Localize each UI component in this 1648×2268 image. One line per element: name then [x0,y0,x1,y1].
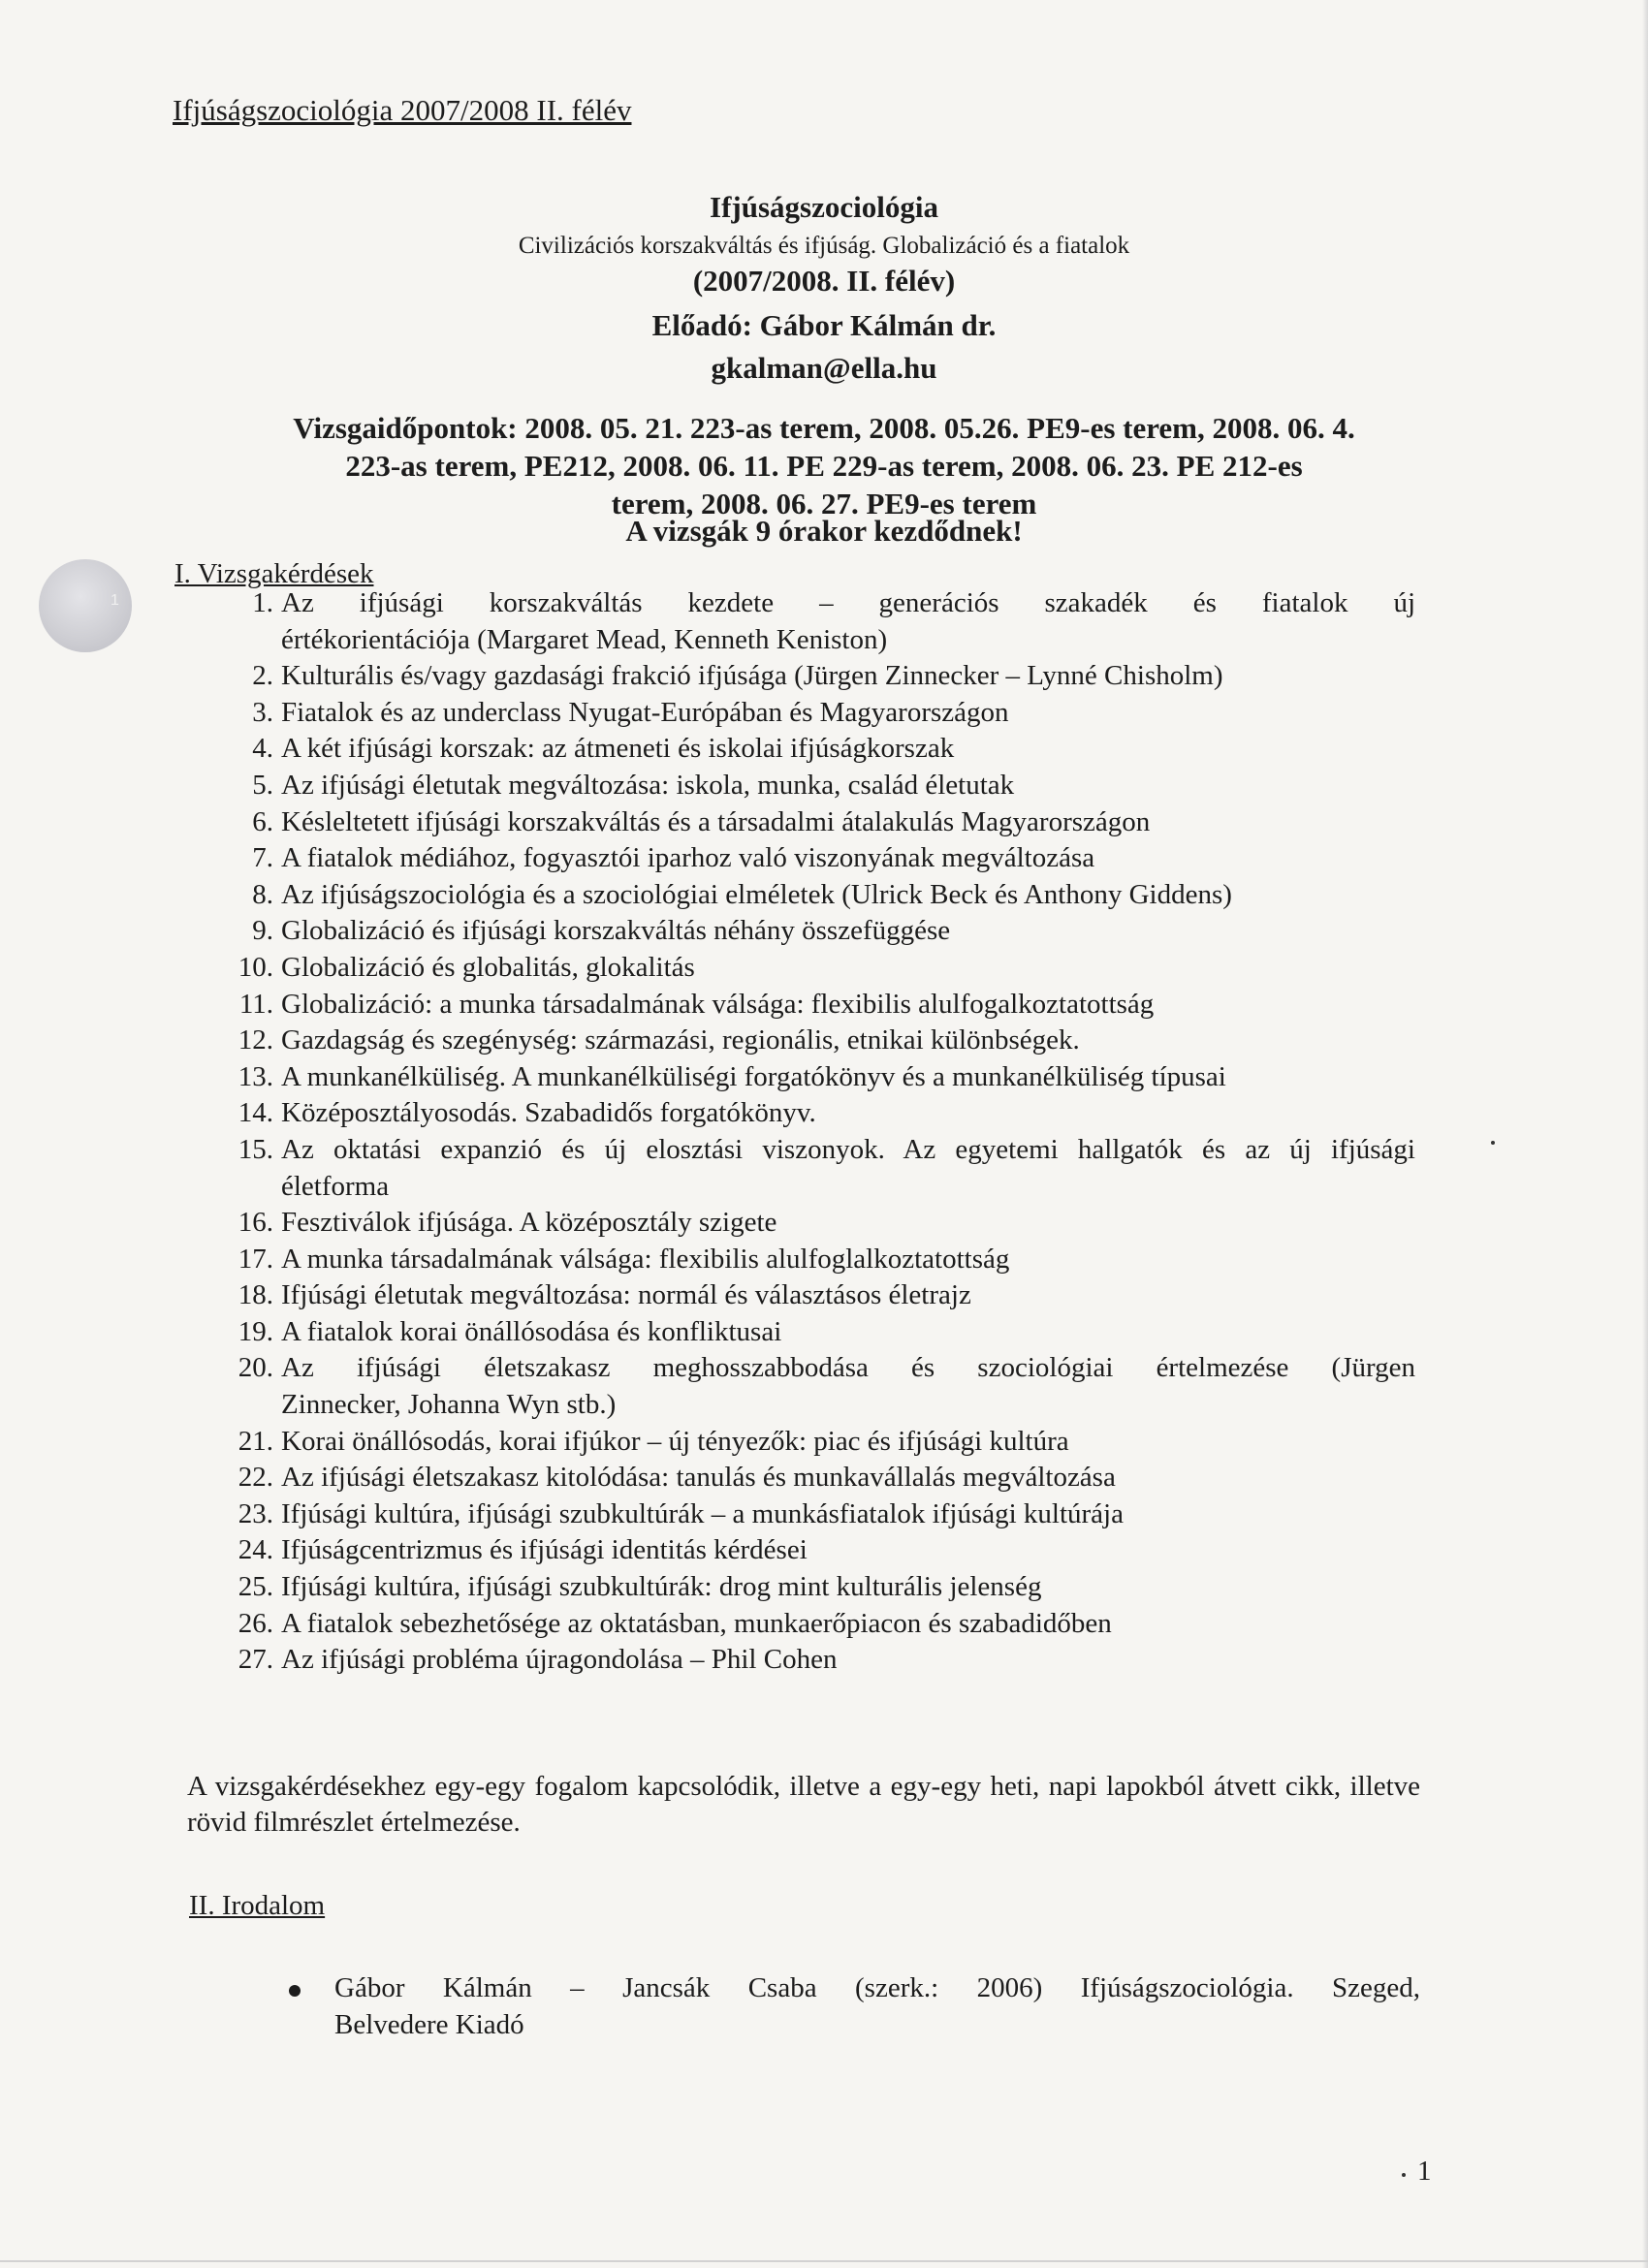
question-text: Ifjúsági kultúra, ifjúsági szubkultúrák – a munkásfiatalok ifjúsági kultúrája [281,1497,1124,1529]
exam-question [223,1059,1415,1096]
scan-speck [1402,2173,1406,2177]
question-text: A munkanélküliség. A munkanélküliségi forgatókönyv és a munkanélküliség típusai [281,1060,1226,1092]
question-text: Fesztiválok ifjúsága. A középosztály szigete [281,1207,777,1239]
question-number: 13. [238,1060,273,1092]
question-number: 11. [238,988,273,1020]
exam-dates-line: 223-as terem, PE212, 2008. 06. 11. PE 229-as terem, 2008. 06. 23. PE 212-es [345,449,1303,483]
exam-question [223,1242,1415,1278]
question-text: Fiatalok és az underclass Nyugat-Európában és Magyarországon [281,696,1009,728]
question-number: 17. [238,1243,273,1275]
page-edge [1642,0,1648,2268]
exam-question [223,731,1415,768]
question-number: 9. [252,915,273,947]
question-number: 19. [238,1315,273,1347]
question-text: Az ifjúsági életszakasz meghosszabbodása és szociológiai értelmezése (Jürgen [281,1352,1415,1384]
question-number: 8. [252,878,273,910]
page-marker-bubble [39,559,132,652]
question-number: 12. [238,1024,273,1056]
question-number: 22. [238,1462,273,1494]
question-text: Kulturális és/vagy gazdasági frakció ifjúsága (Jürgen Zinnecker – Lynné Chisholm) [281,660,1223,692]
question-number: 1. [252,587,273,618]
course-title: Ifjúságszociológia [710,190,938,224]
exam-question [223,1642,1415,1679]
question-text: Ifjúságcentrizmus és ifjúsági identitás kérdései [281,1534,808,1566]
question-text: Az ifjúsági probléma újragondolása – Phil Cohen [281,1644,838,1676]
question-number: 6. [252,805,273,837]
page-number: 1 [1417,2156,1432,2187]
course-subtitle: Civilizációs korszakváltás és ifjúság. Globalizáció és a fiatalok [518,233,1130,259]
question-text: Középosztályosodás. Szabadidős forgatókönyv. [281,1097,816,1129]
question-number: 26. [238,1607,273,1639]
exam-question [223,1277,1415,1314]
question-text: Globalizáció: a munka társadalmának válsága: flexibilis alulfogalkoztatottság [281,988,1155,1020]
question-number: 3. [252,696,273,728]
question-text: Ifjúsági kultúra, ifjúsági szubkultúrák: drog mint kulturális jelenség [281,1571,1042,1603]
exam-question [223,1350,1415,1423]
question-text: Késleltetett ifjúsági korszakváltás és a társadalmi átalakulás Magyarországon [281,805,1151,837]
exam-dates [184,409,1464,522]
question-text: Az ifjúságszociológia és a szociológiai elméletek (Ulrick Beck és Anthony Giddens) [281,878,1232,910]
question-text: Globalizáció és ifjúsági korszakváltás néhány összefüggése [281,915,951,947]
lecturer-email[interactable]: gkalman@ella.hu [711,351,937,385]
question-text: A fiatalok médiához, fogyasztói iparhoz való viszonyának megváltozása [281,842,1095,874]
question-text-continued: életforma [281,1170,390,1202]
exam-question [223,768,1415,804]
exam-question [223,950,1415,987]
question-number: 15. [238,1133,273,1165]
question-number: 21. [238,1425,273,1457]
question-number: 23. [238,1497,273,1529]
exam-question [223,877,1415,914]
scan-speck [1491,1141,1495,1145]
question-text: Az oktatási expanzió és új elosztási viszonyok. Az egyetemi hallgatók és az új ifjúsági [281,1133,1415,1165]
exam-question [223,987,1415,1024]
exam-question [223,1205,1415,1242]
page-bottom-edge [0,2260,1648,2262]
question-text: A fiatalok sebezhetősége az oktatásban, munkaerőpiacon és szabadidőben [281,1607,1112,1639]
question-number: 5. [252,769,273,801]
literature-item [334,1969,1420,2043]
question-number: 14. [238,1097,273,1129]
literature-line: Gábor Kálmán – Jancsák Csaba (szerk.: 2006) Ifjúságszociológia. Szeged, [334,1972,1420,2003]
exam-question [223,1606,1415,1643]
question-number: 4. [252,733,273,765]
exam-question [223,1023,1415,1059]
question-text: A két ifjúsági korszak: az átmeneti és iskolai ifjúságkorszak [281,733,955,765]
exam-start-note: A vizsgák 9 órakor kezdődnek! [625,514,1023,548]
exam-question [223,1314,1415,1351]
semester: (2007/2008. II. félév) [692,264,956,298]
exam-question-list [223,585,1415,1679]
question-number: 18. [238,1279,273,1311]
question-number: 24. [238,1534,273,1566]
exam-dates-line: Vizsgaidőpontok: 2008. 05. 21. 223-as terem, 2008. 05.26. PE9-es terem, 2008. 06. 4. [293,411,1355,445]
exam-question [223,913,1415,950]
page-marker-number: 1 [111,592,119,609]
question-text-continued: értékorientációja (Margaret Mead, Kenneth Keniston) [281,623,888,655]
question-text: Az ifjúsági életutak megváltozása: iskola, munka, család életutak [281,769,1015,801]
exam-question [223,695,1415,732]
exam-dates-line: terem, 2008. 06. 27. PE9-es terem [611,487,1037,520]
exam-question [223,1569,1415,1606]
question-text: Az ifjúsági életszakasz kitolódása: tanulás és munkavállalás megváltozása [281,1462,1116,1494]
question-text: Gazdagság és szegénység: származási, regionális, etnikai különbségek. [281,1024,1080,1056]
question-number: 20. [238,1352,273,1384]
exam-question [223,1532,1415,1569]
running-title: Ifjúságszociológia 2007/2008 II. félév [173,93,632,127]
exam-question [223,658,1415,695]
question-number: 2. [252,660,273,692]
question-number: 7. [252,842,273,874]
question-number: 27. [238,1644,273,1676]
question-text: Az ifjúsági korszakváltás kezdete – generációs szakadék és fiatalok új [281,587,1415,618]
question-text: A fiatalok korai önállósodása és konfliktusai [281,1315,782,1347]
lecturer: Előadó: Gábor Kálmán dr. [651,308,997,342]
bullet-icon [289,1985,301,1997]
section-heading-literature: II. Irodalom [189,1890,326,1921]
question-text: Korai önállósodás, korai ifjúkor – új tényezők: piac és ifjúsági kultúra [281,1425,1069,1457]
exam-question [223,804,1415,841]
exam-note: A vizsgakérdésekhez egy-egy fogalom kapcsolódik, illetve a egy-egy heti, napi lapokból átvett cikk, illetve rövid filmrészlet értelmezése. [187,1771,1420,1838]
exam-question [223,1496,1415,1533]
question-number: 10. [238,951,273,983]
exam-question [223,840,1415,877]
question-number: 25. [238,1571,273,1603]
section-heading-exam-questions: I. Vizsgakérdések [174,558,374,589]
question-text: Globalizáció és globalitás, glokalitás [281,951,695,983]
exam-question [223,1424,1415,1461]
exam-question [223,1460,1415,1496]
exam-question [223,1132,1415,1205]
question-text-continued: Zinnecker, Johanna Wyn stb.) [281,1389,617,1421]
question-text: Ifjúsági életutak megváltozása: normál és választásos életrajz [281,1279,971,1311]
exam-question [223,1095,1415,1132]
exam-question [223,585,1415,658]
literature-line: Belvedere Kiadó [334,2009,524,2040]
question-text: A munka társadalmának válsága: flexibilis alulfoglalkoztatottság [281,1243,1010,1275]
question-number: 16. [238,1207,273,1239]
